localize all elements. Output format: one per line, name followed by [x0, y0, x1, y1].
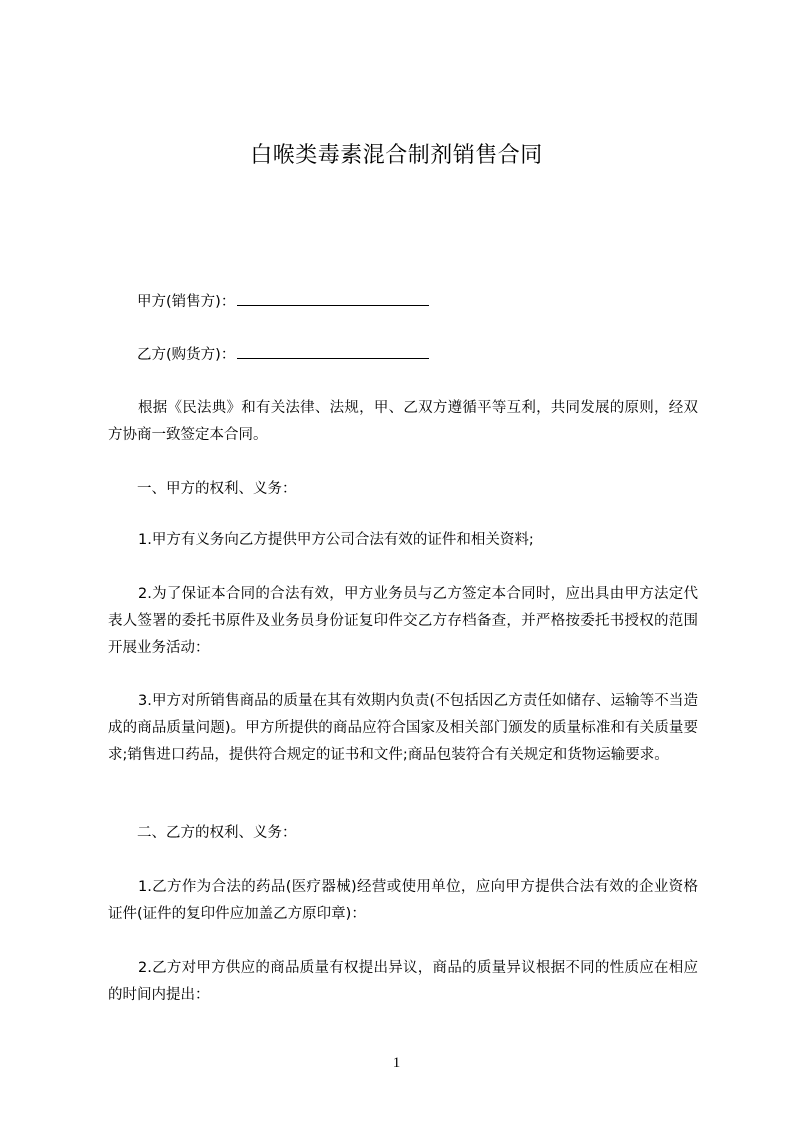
section-1-item-3: 3.甲方对所销售商品的质量在其有效期内负责(不包括因乙方责任如储存、运输等不当造成的商品质量问题)。甲方所提供的商品应符合国家及相关部门颁发的质量标准和有关质量要求;销售进口药品，提供符合规定的证书和文件;商品包装符合有关规定和货物运输要求。 [108, 693, 698, 763]
party-b-label: 乙方(购货方)： [137, 347, 236, 363]
party-b-line [137, 344, 429, 365]
page-number: 1 [392, 1055, 401, 1071]
section-1-item-2: 2.为了保证本合同的合法有效，甲方业务员与乙方签定本合同时，应出具由甲方法定代表人签署的委托书原件及业务员身份证复印件交乙方存档备查，并严格按委托书授权的范围开展业务活动： [108, 586, 698, 656]
party-a-blank [237, 291, 429, 306]
contract-title: 白喉类毒素混合制剂销售合同 [250, 143, 543, 168]
section-2-heading: 二、乙方的权利、义务： [137, 825, 297, 841]
section-1-item-1: 1.甲方有义务向乙方提供甲方公司合法有效的证件和相关资料; [138, 532, 534, 548]
party-a-label: 甲方(销售方)： [137, 294, 236, 310]
party-a-line [137, 291, 429, 312]
intro-paragraph: 根据《民法典》和有关法律、法规，甲、乙双方遵循平等互利，共同发展的原则，经双方协商一致签定本合同。 [108, 400, 698, 443]
party-b-blank [237, 344, 429, 359]
section-2-item-2: 2.乙方对甲方供应的商品质量有权提出异议，商品的质量异议根据不同的性质应在相应的时间内提出： [108, 960, 698, 1003]
section-2-item-1: 1.乙方作为合法的药品(医疗器械)经营或使用单位，应向甲方提供合法有效的企业资格证件(证件的复印件应加盖乙方原印章)： [108, 879, 698, 922]
section-1-heading: 一、甲方的权利、义务： [137, 481, 297, 497]
